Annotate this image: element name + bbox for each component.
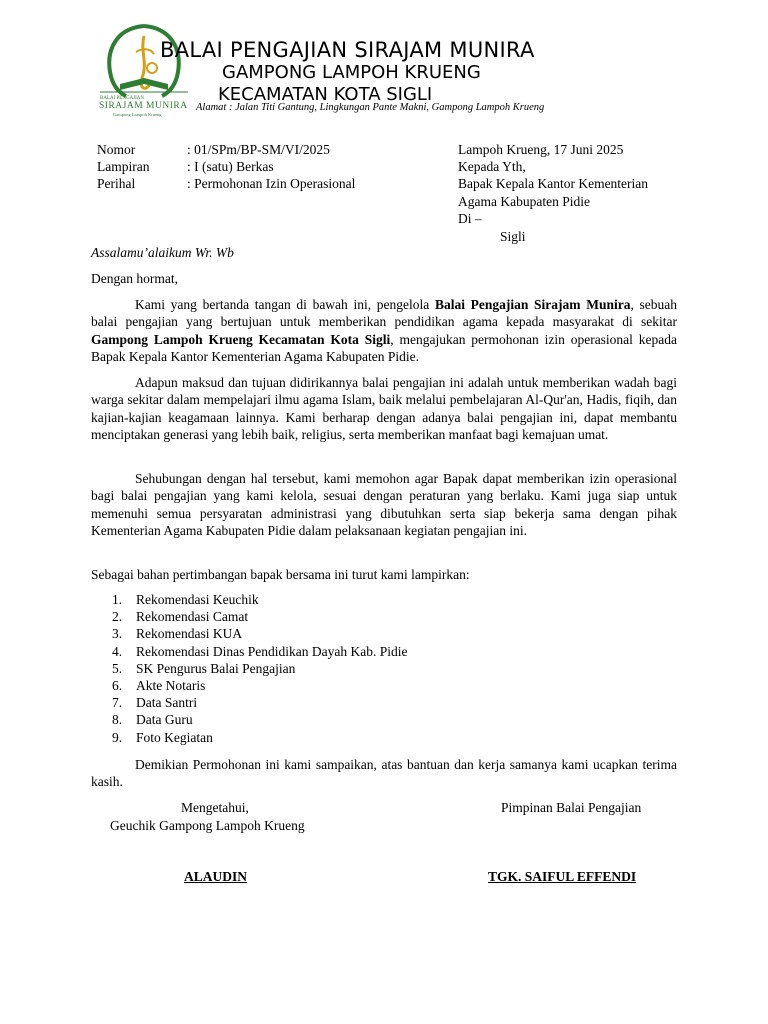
lampiran-label: Lampiran — [97, 159, 150, 174]
attachment-number: 2. — [112, 609, 123, 625]
attachment-number: 3. — [112, 626, 123, 642]
attachment-item — [112, 729, 407, 746]
attachment-item — [112, 677, 407, 694]
greeting: Dengan hormat, — [91, 271, 178, 286]
recipient-line-4: Di – — [458, 211, 482, 226]
closing-paragraph — [91, 756, 677, 791]
attachment-item — [112, 608, 407, 625]
attachment-number: 4. — [112, 643, 123, 659]
attachment-list — [112, 591, 407, 746]
recipient-city: Sigli — [500, 229, 526, 244]
attachment-number: 6. — [112, 678, 123, 694]
attachment-text: Data Guru — [136, 712, 193, 728]
perihal-value: : Permohonan Izin Operasional — [187, 176, 356, 191]
attachment-number: 7. — [112, 695, 123, 711]
recipient-line-1: Kepada Yth, — [458, 159, 526, 174]
p1-text-a: Kami yang bertanda tangan di bawah ini, pengelola — [135, 297, 435, 312]
logo-caption-bottom: Gampong Lampoh Krueng — [113, 112, 162, 117]
left-signature-title-2: Geuchik Gampong Lampoh Krueng — [110, 818, 305, 833]
left-signatory-name: ALAUDIN — [184, 869, 248, 884]
p1-text-e: , mengajukan permohonan izin operasional kepada Bapak Kepala Kantor Kementerian Agama Kabupaten Pidie. — [91, 331, 677, 365]
recipient-line-3: Agama Kabupaten Pidie — [458, 194, 590, 209]
left-signature-title-1: Mengetahui, — [181, 800, 249, 815]
p1-location: Gampong Lampoh Krueng Kecamatan Kota Sigli — [91, 331, 391, 347]
place-date: Lampoh Krueng, 17 Juni 2025 — [458, 142, 624, 157]
attachment-item — [112, 643, 407, 660]
nomor-value: : 01/SPm/BP-SM/VI/2025 — [187, 142, 330, 157]
attachment-text: Rekomendasi Keuchik — [136, 592, 259, 607]
attachment-number: 9. — [112, 729, 123, 745]
recipient-line-2: Bapak Kepala Kantor Kementerian — [458, 176, 649, 191]
attachment-text: Rekomendasi Dinas Pendidikan Dayah Kab. Pidie — [136, 643, 408, 659]
p2-text: Adapun maksud dan tujuan didirikannya balai pengajian ini adalah untuk memberikan wadah bagi warga sekitar dalam mempelajari ilmu agama Islam, baik melalui pembelajaran Al-Qur'an, Hadis, fiqih, dan kajian-kajian keagamaan lainnya. Kami berharap dengan adanya balai pengajian ini, dapat membantu menciptakan generasi yang lebih baik, religius, serta memberikan manfaat bagi kemajuan umat. — [91, 375, 677, 443]
attachment-item — [112, 711, 407, 728]
letterhead-district: KECAMATAN KOTA SIGLI — [218, 84, 433, 105]
p3-text: Sehubungan dengan hal tersebut, kami memohon agar Bapak dapat memberikan izin operasional bagi balai pengajian yang kami kelola, sesuai dengan peraturan yang berlaku. Kami juga siap untuk memenuhi semua persyaratan administrasi yang dibutuhkan serta siap bekerja sama dengan pihak Kementerian Agama Kabupaten Pidie dalam pelaksanaan kegiatan pengajian ini. — [91, 471, 677, 539]
closing-text: Demikian Permohonan ini kami sampaikan, atas bantuan dan kerja samanya kami ucapkan terima kasih. — [91, 757, 677, 790]
lampiran-value: : I (satu) Berkas — [187, 159, 274, 174]
letterhead-village: GAMPONG LAMPOH KRUENG — [222, 62, 481, 83]
attachment-item — [112, 591, 407, 608]
attachment-item — [112, 625, 407, 642]
paragraph-2 — [91, 374, 677, 444]
right-signatory-name: TGK. SAIFUL EFFENDI — [488, 869, 637, 884]
attachment-text: Akte Notaris — [136, 678, 206, 694]
attachment-number: 8. — [112, 712, 123, 728]
logo-caption-main: SIRAJAM MUNIRA — [99, 101, 188, 111]
p1-institution-name: Balai Pengajian Sirajam Munira — [434, 297, 631, 312]
attachment-text: Rekomendasi Camat — [136, 609, 249, 625]
logo-caption-top: BALAI PENGAJIAN — [100, 96, 145, 101]
nomor-label: Nomor — [97, 142, 136, 157]
salutation: Assalamu’alaikum Wr. Wb — [91, 245, 234, 260]
attachment-intro: Sebagai bahan pertimbangan bapak bersama ini turut kami lampirkan: — [91, 567, 470, 582]
attachment-text: Rekomendasi KUA — [136, 626, 243, 642]
attachment-item — [112, 694, 407, 711]
paragraph-3 — [91, 470, 677, 540]
attachment-text: Data Santri — [136, 695, 198, 711]
attachment-item — [112, 660, 407, 677]
attachment-number: 1. — [112, 592, 123, 607]
attachment-number: 5. — [112, 660, 123, 676]
attachment-text: Foto Kegiatan — [136, 729, 213, 745]
letterhead-address: Alamat : Jalan Titi Gantung, Lingkungan Pante Makni, Gampong Lampoh Krueng — [196, 102, 545, 113]
letterhead-institution-name: BALAI PENGAJIAN SIRAJAM MUNIRA — [160, 38, 535, 62]
right-signature-title: Pimpinan Balai Pengajian — [501, 800, 642, 815]
perihal-label: Perihal — [97, 176, 136, 191]
paragraph-1 — [91, 296, 677, 366]
attachment-text: SK Pengurus Balai Pengajian — [136, 660, 296, 676]
p1-text-c: , sebuah balai pengajian yang bertujuan untuk memberikan pendidikan agama kepada masyarakat di sekitar — [91, 297, 678, 330]
